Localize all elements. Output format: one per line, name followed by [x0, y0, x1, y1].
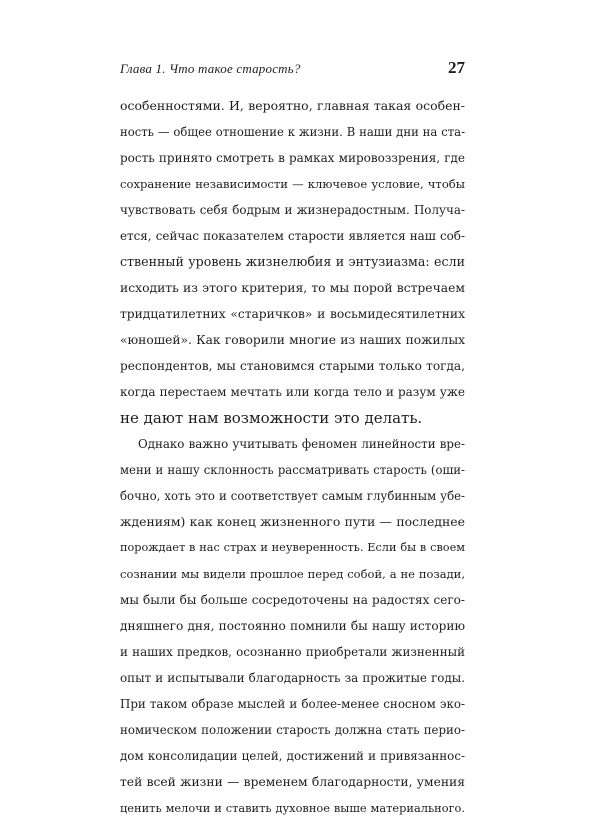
text-line: дом консолидации целей, достижений и привязаннос-: [120, 749, 465, 763]
text-line: ется, сейчас показателем старости является наш соб-: [120, 229, 465, 243]
body-text: [120, 93, 465, 821]
text-line: При таком образе мыслей и более-менее сносном эко-: [120, 697, 465, 711]
paragraph-1: [120, 93, 465, 431]
text-line: исходить из этого критерия, то мы порой встречаем: [120, 281, 465, 295]
text-line: «юношей». Как говорили многие из наших пожилых: [120, 333, 465, 347]
text-line: респондентов, мы становимся старыми только тогда,: [120, 359, 465, 373]
text-line: ждениям) как конец жизненного пути — последнее: [120, 514, 465, 529]
text-line: тей всей жизни — временем благодарности, умения: [120, 775, 465, 789]
text-line: сознании мы видели прошлое перед собой, а не позади,: [120, 567, 465, 581]
text-line: Однако важно учитывать феномен линейности вре-: [138, 437, 465, 451]
text-line: опыт и испытывали благодарность за прожитые годы.: [120, 671, 465, 685]
paragraph-2: [120, 431, 465, 821]
chapter-title: Глава 1. Что такое старость?: [120, 61, 301, 76]
text-line: тридцатилетних «старичков» и восьмидесятилетних: [120, 307, 465, 321]
text-line: рость принято смотреть в рамках мировоззрения, где: [120, 151, 465, 165]
page-number: 27: [448, 58, 465, 77]
text-line: когда перестаем мечтать или когда тело и разум уже: [120, 385, 465, 399]
text-line: ственный уровень жизнелюбия и энтузиазма: если: [120, 254, 465, 269]
text-line: сохранение независимости — ключевое условие, чтобы: [120, 177, 465, 191]
running-header: [120, 58, 465, 80]
text-line: ценить мелочи и ставить духовное выше материального.: [120, 801, 465, 815]
text-line: особенностями. И, вероятно, главная такая особен-: [120, 98, 465, 113]
text-line: мы были бы больше сосредоточены на радостях сего-: [120, 593, 465, 607]
text-line: бочно, хоть это и соответствует самым глубинным убе-: [120, 489, 465, 503]
text-line: дняшнего дня, постоянно помнили бы нашу историю: [120, 619, 465, 633]
text-line: и наших предков, осознанно приобретали жизненный: [120, 645, 465, 659]
text-line: ность — общее отношение к жизни. В наши дни на ста-: [120, 125, 465, 139]
text-line: номическом положении старость должна стать перио-: [120, 723, 465, 737]
text-line: не дают нам возможности это делать.: [120, 409, 423, 427]
text-line: мени и нашу склонность рассматривать старость (оши-: [120, 463, 465, 477]
text-line: чувствовать себя бодрым и жизнерадостным. Получа-: [120, 203, 465, 217]
text-line: порождает в нас страх и неуверенность. Если бы в своем: [120, 541, 465, 554]
